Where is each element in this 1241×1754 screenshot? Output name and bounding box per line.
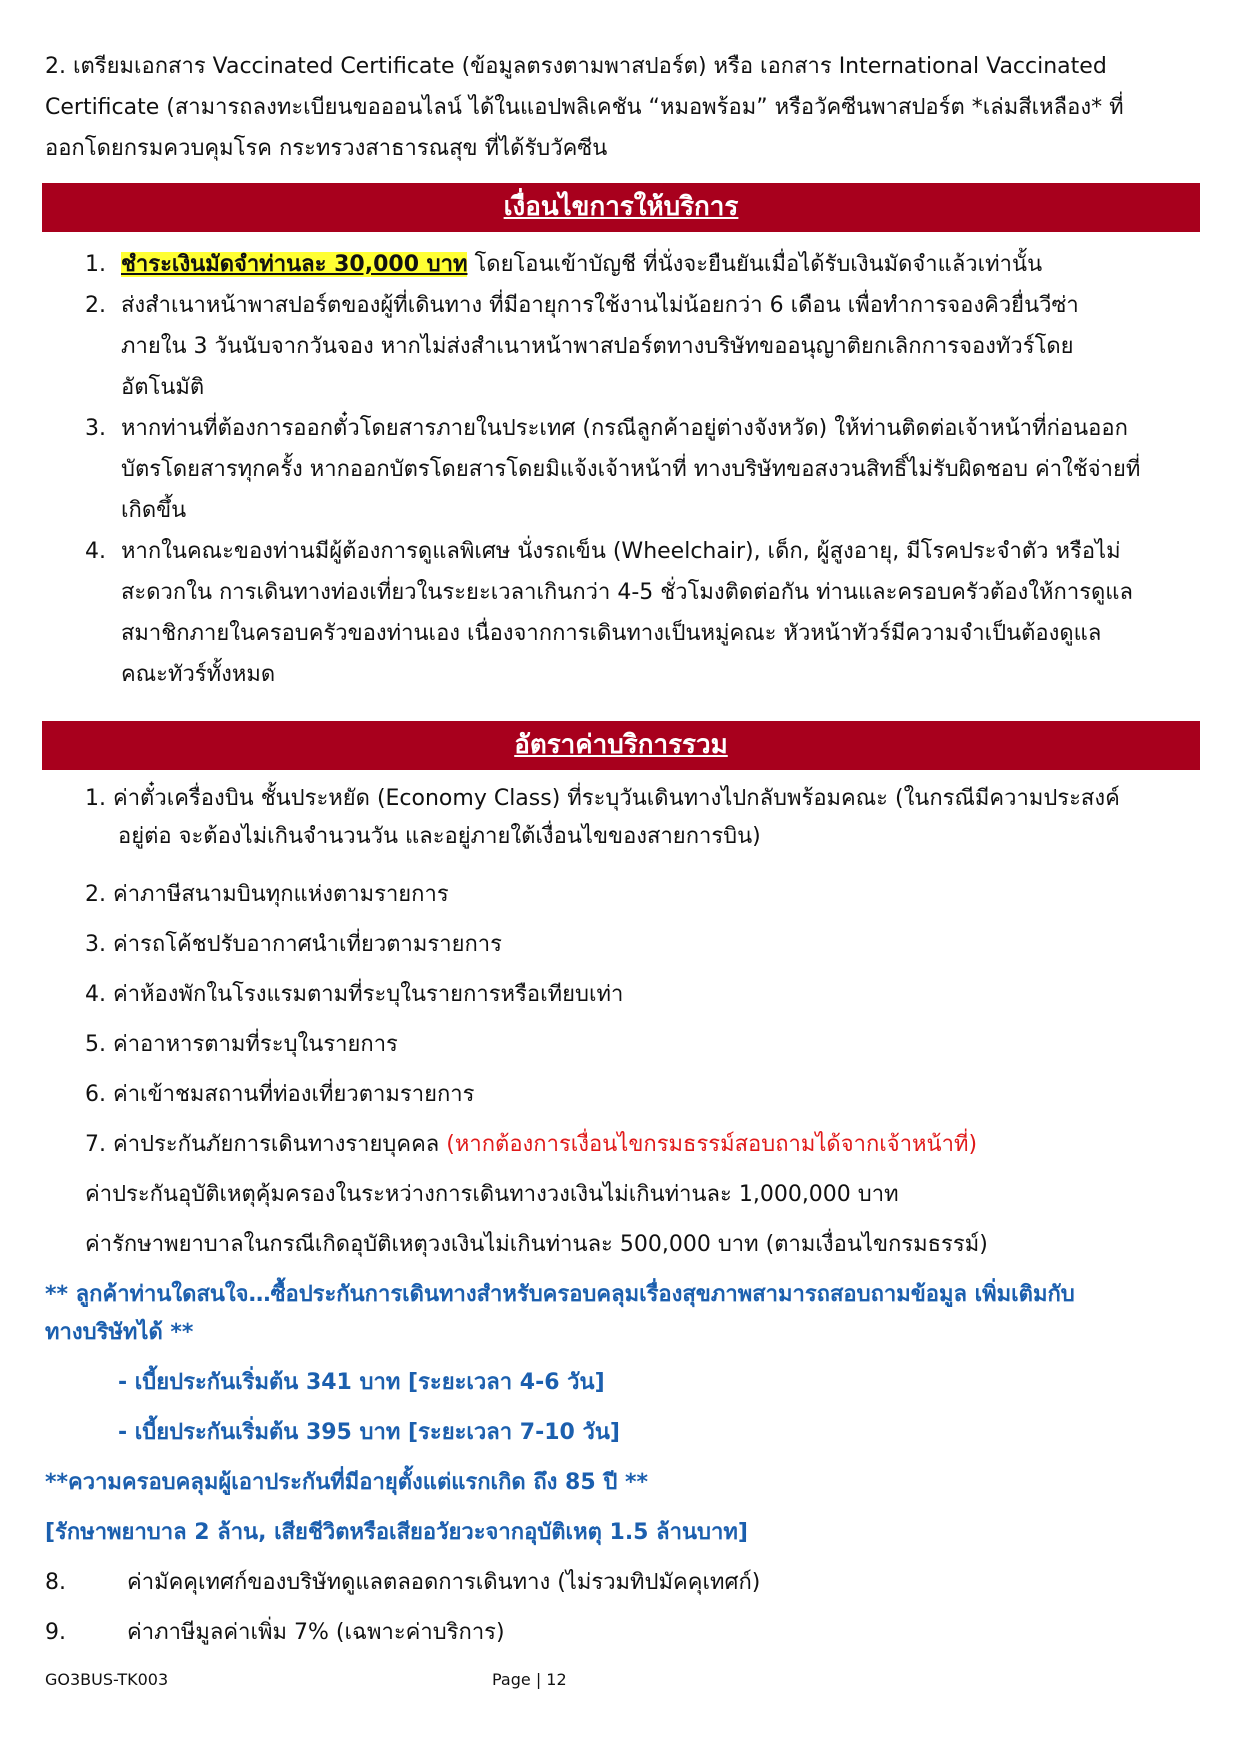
condition-text: บัตรโดยสารทุกครั้ง หากออกบัตรโดยสารโดยมิแจ้งเจ้าหน้าที่ ทางบริษัทขอสงวนสิทธิ์ไม่รับผิดชอบ ค่าใช้จ่ายที่	[121, 457, 1141, 482]
condition-item-2	[85, 285, 1200, 408]
premium-7-10-days: - เบี้ยประกันเริ่มต้น 395 บาท [ระยะเวลา 7-10 วัน]	[118, 1420, 620, 1445]
rate-item-9-text: ค่าภาษีมูลค่าเพิ่ม 7% (เฉพาะค่าบริการ)	[127, 1620, 505, 1645]
rate-item-1-cont: อยู่ต่อ จะต้องไม่เกินจำนวนวัน และอยู่ภายใต้เงื่อนไขของสายการบิน)	[118, 824, 761, 849]
rate-item-6: 6. ค่าเข้าชมสถานที่ท่องเที่ยวตามรายการ	[85, 1082, 475, 1107]
intro-line-1: 2. เตรียมเอกสาร Vaccinated Certificate (ข้อมูลตรงตามพาสปอร์ต) หรือ เอกสาร International Vaccinated	[45, 54, 1107, 79]
rate-item-8	[45, 1564, 1155, 1602]
extra-insurance-note: ** ลูกค้าท่านใดสนใจ…ซื้อประกันการเดินทางสำหรับครอบคลุมเรื่องสุขภาพสามารถสอบถามข้อมูล เพิ่มเติมกับ	[45, 1282, 1075, 1307]
rate-item-5: 5. ค่าอาหารตามที่ระบุในรายการ	[85, 1032, 398, 1057]
condition-text: หากในคณะของท่านมีผู้ต้องการดูแลพิเศษ นั่งรถเข็น (Wheelchair), เด็ก, ผู้สูงอายุ, มีโรคประจำตัว หรือไม่	[121, 539, 1121, 564]
condition-text: อัตโนมัติ	[121, 375, 205, 400]
rate-item-8-text: ค่ามัคคุเทศก์ของบริษัทดูแลตลอดการเดินทาง (ไม่รวมทิปมัคคุเทศก์)	[127, 1570, 761, 1595]
rate-item-7-text: 7. ค่าประกันภัยการเดินทางรายบุคคล	[85, 1132, 447, 1157]
coverage-age-note: **ความครอบคลุมผู้เอาประกันที่มีอายุตั้งแต่แรกเกิด ถึง 85 ปี **	[45, 1470, 648, 1495]
condition-text: คณะทัวร์ทั้งหมด	[121, 662, 276, 687]
footer-code: GO3BUS-TK003	[45, 1670, 169, 1689]
rate-item-1: 1. ค่าตั๋วเครื่องบิน ชั้นประหยัด (Economy Class) ที่ระบุวันเดินทางไปกลับพร้อมคณะ (ในกรณีมีความประสงค์	[85, 786, 1120, 811]
coverage-amount-note: [รักษาพยาบาล 2 ล้าน, เสียชีวิตหรือเสียอวัยวะจากอุบัติเหตุ 1.5 ล้านบาท]	[45, 1520, 748, 1545]
rate-item-7	[85, 1126, 1195, 1164]
deposit-highlight: ชำระเงินมัดจำท่านละ 30,000 บาท	[121, 252, 468, 277]
condition-item-4	[85, 531, 1200, 695]
insurance-note-red: (หากต้องการเงื่อนไขกรมธรรม์สอบถามได้จากเจ้าหน้าที่)	[446, 1132, 978, 1157]
intro-line-3: ออกโดยกรมควบคุมโรค กระทรวงสาธารณสุข ที่ได้รับวัคซีน	[45, 136, 608, 161]
rate-item-9-number: 9.	[45, 1620, 66, 1645]
condition-item-1	[85, 244, 1200, 285]
rate-item-3: 3. ค่ารถโค้ชปรับอากาศนำเที่ยวตามรายการ	[85, 932, 502, 957]
rate-item-8-number: 8.	[45, 1570, 66, 1595]
rate-item-4: 4. ค่าห้องพักในโรงแรมตามที่ระบุในรายการหรือเทียบเท่า	[85, 982, 624, 1007]
condition-text: หากท่านที่ต้องการออกตั๋วโดยสารภายในประเทศ (กรณีลูกค้าอยู่ต่างจังหวัด) ให้ท่านติดต่อเจ้าหน้าที่ก่อนออก	[121, 416, 1128, 441]
premium-4-6-days: - เบี้ยประกันเริ่มต้น 341 บาท [ระยะเวลา 4-6 วัน]	[118, 1370, 605, 1395]
condition-number: 3.	[85, 416, 106, 441]
conditions-heading: เงื่อนไขการให้บริการ	[42, 183, 1200, 232]
rate-item-2: 2. ค่าภาษีสนามบินทุกแห่งตามรายการ	[85, 882, 449, 907]
condition-number: 1.	[85, 252, 106, 277]
insurance-medical: ค่ารักษาพยาบาลในกรณีเกิดอุบัติเหตุวงเงินไม่เกินท่านละ 500,000 บาท (ตามเงื่อนไขกรมธรรม์)	[85, 1232, 988, 1257]
condition-text: สมาชิกภายในครอบครัวของท่านเอง เนื่องจากการเดินทางเป็นหมู่คณะ หัวหน้าทัวร์มีความจำเป็นต้องดูแล	[121, 621, 1102, 646]
conditions-list	[85, 244, 1200, 695]
condition-text: ส่งสำเนาหน้าพาสปอร์ตของผู้ที่เดินทาง ที่มีอายุการใช้งานไม่น้อยกว่า 6 เดือน เพื่อทำการจองคิวยื่นวีซ่า	[121, 293, 1079, 318]
condition-text: โดยโอนเข้าบัญชี ที่นั่งจะยืนยันเมื่อได้รับเงินมัดจำแล้วเท่านั้น	[467, 252, 1043, 277]
condition-text: เกิดขึ้น	[121, 498, 187, 523]
condition-text: สะดวกใน การเดินทางท่องเที่ยวในระยะเวลาเกินกว่า 4-5 ชั่วโมงติดต่อกัน ท่านและครอบครัวต้องให้การดูแล	[121, 580, 1133, 605]
intro-paragraph	[45, 46, 1195, 169]
condition-text: ภายใน 3 วันนับจากวันจอง หากไม่ส่งสำเนาหน้าพาสปอร์ตทางบริษัทขออนุญาติยกเลิกการจองทัวร์โดย	[121, 334, 1074, 359]
insurance-accident: ค่าประกันอุบัติเหตุคุ้มครองในระหว่างการเดินทางวงเงินไม่เกินท่านละ 1,000,000 บาท	[85, 1182, 899, 1207]
intro-line-2: Certificate (สามารถลงทะเบียนขอออนไลน์ ได้ในแอปพลิเคชัน “หมอพร้อม” หรือวัคซีนพาสปอร์ต *เล่มสีเหลือง* ที่	[45, 95, 1124, 120]
extra-insurance-note-cont: ทางบริษัทได้ **	[45, 1320, 194, 1345]
condition-number: 4.	[85, 539, 106, 564]
rate-item-9	[45, 1614, 1155, 1652]
condition-number: 2.	[85, 293, 106, 318]
rates-heading: อัตราค่าบริการรวม	[42, 721, 1200, 770]
condition-item-3	[85, 408, 1200, 531]
footer-page-number: Page | 12	[492, 1670, 567, 1689]
